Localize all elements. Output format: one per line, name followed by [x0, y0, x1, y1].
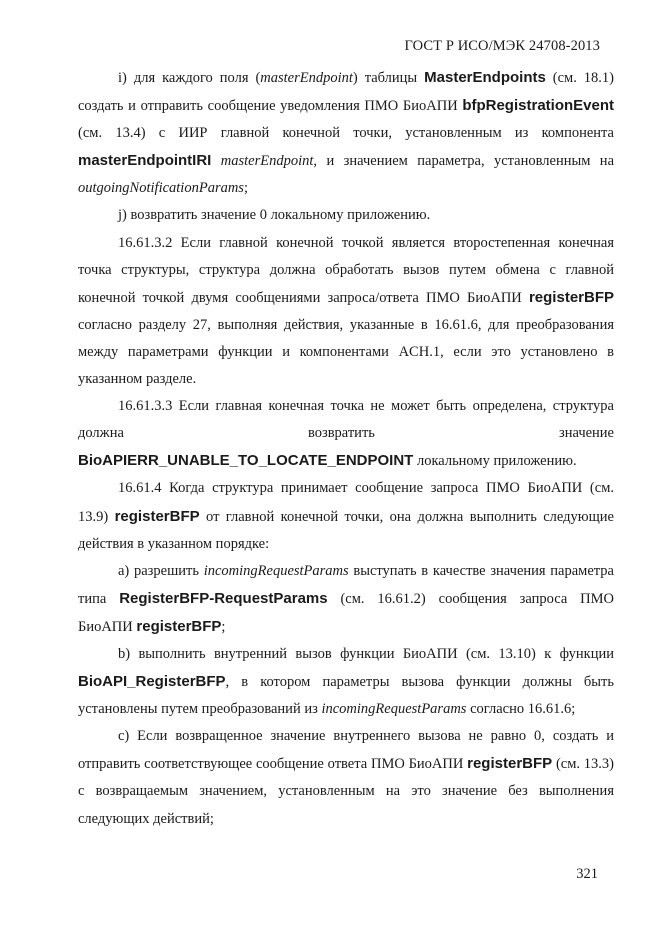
- paragraph-16-61-3-3: 16.61.3.3 Если главная конечная точка не может быть определена, структура должна возвратить значение: [78, 398, 614, 442]
- list-item-a: a) разрешить incomingRequestParams выступать в качестве значения параметра типа RegisterBFP-RequestParams (см. 16.61.2) сообщения запроса ПМО БиоАПИ registerBFP;: [78, 562, 614, 635]
- document-header: ГОСТ Р ИСО/МЭК 24708-2013: [404, 38, 600, 54]
- paragraph-16-61-3-2: 16.61.3.2 Если главной конечной точкой является второстепенная конечная точка структуры, структура должна обработать вызов путем обмена с главной конечной точкой двумя сообщениями запроса/ответа ПМО БиоАПИ registerBFP согласно разделу 27, выполняя действия, указанные в 16.61.6, для преобразования между параметрами функции и компонентами ACH.1, если это установлено в указанном разделе.: [78, 234, 614, 388]
- document-body: [78, 64, 614, 833]
- list-item-c: c) Если возвращенное значение внутреннего вызова не равно 0, создать и отправить соответствующее сообщение ответа ПМО БиоАПИ registerBFP (см. 13.3) с возвращаемым значением, установленным на это значение без выполнения следующих действий;: [78, 728, 614, 827]
- list-item-j: j) возвратить значение 0 локальному приложению.: [118, 207, 431, 224]
- paragraph-16-61-4: 16.61.4 Когда структура принимает сообщение запроса ПМО БиоАПИ (см. 13.9) registerBFP от главной конечной точки, она должна выполнить следующие действия в указанном порядке:: [78, 480, 614, 552]
- list-item-b: b) выполнить внутренний вызов функции БиоАПИ (см. 13.10) к функции BioAPI_RegisterBFP, в котором параметры вызова функции должны быть установлены путем преобразований из incomingRequestParams согласно 16.61.6;: [78, 645, 614, 718]
- page-number: 321: [576, 866, 598, 882]
- paragraph-16-61-3-3-cont: BioAPIERR_UNABLE_TO_LOCATE_ENDPOINT локальному приложению.: [78, 452, 577, 470]
- list-item-i: i) для каждого поля (masterEndpoint) таблицы MasterEndpoints (см. 18.1) создать и отправить сообщение уведомления ПМО БиоАПИ bfpRegistrationEvent (см. 13.4) с ИИР главной конечной точки, установленным из компонента masterEndpointIRI masterEndpoint, и значением параметра, установленным на outgoingNotificationParams;: [78, 69, 615, 197]
